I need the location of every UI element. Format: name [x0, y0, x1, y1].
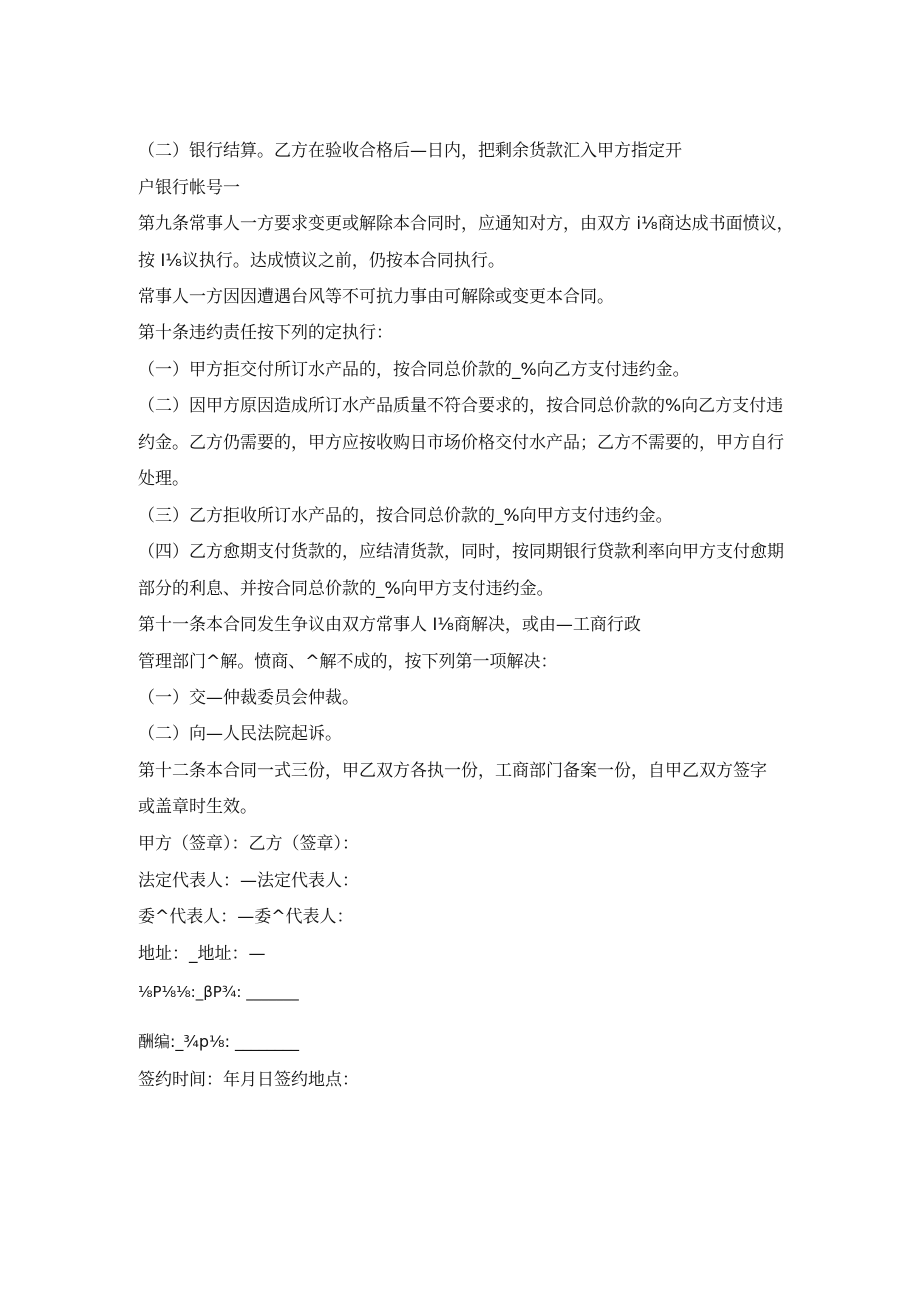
article-10-item-4: （四）乙方愈期支付货款的，应结清货款，同时，按同期银行贷款利率向甲方支付愈期 [138, 542, 784, 562]
article-11-option-2: （二）向—人民法院起诉。 [138, 724, 342, 744]
phone-line: ⅛P⅛⅛:_βP¾: _______ [138, 983, 299, 1001]
article-12-continued: 或盖章时生效。 [138, 797, 257, 817]
payment-bank-settlement: （二）银行结算。乙方在验收合格后—日内，把剩余货款汇入甲方指定开 [138, 141, 682, 161]
legal-representative-line: 法定代表人：—法定代表人： [138, 871, 359, 891]
article-11-option-1: （一）交—仲裁委员会仲裁。 [138, 688, 359, 708]
postcode-line: 酬编:_¾p⅛: ________ [138, 1032, 300, 1051]
article-10-heading: 第十条违约责任按下列的定执行： [138, 323, 393, 343]
article-11-continued: 管理部门^解。愤商、^解不成的，按下列第一项解决： [138, 652, 558, 672]
article-9-continued: 按 I⅛议执行。达成愤议之前，仍按本合同执行。 [138, 251, 505, 271]
article-10-item-2-end: 处理。 [138, 469, 189, 489]
article-10-item-2-continued: 约金。乙方仍需要的，甲方应按收购日市场价格交付水产品；乙方不需要的，甲方自行 [138, 433, 784, 453]
article-9-heading: 第九条常事人一方要求变更或解除本合同时，应通知对方，由双方 i⅛商达成书面愤议， [138, 214, 794, 234]
signature-line: 甲方（签章）：乙方（签章）： [138, 834, 359, 854]
authorized-agent-line: 委^代表人：—委^代表人： [138, 907, 354, 927]
force-majeure-clause: 常事人一方因因遭遇台风等不可抗力事由可解除或变更本合同。 [138, 287, 614, 307]
article-11-heading: 第十一条本合同发生争议由双方常事人 I⅛商解决，或由—工商行政 [138, 615, 641, 635]
address-line: 地址：_地址：— [138, 944, 266, 964]
bank-account-line: 户银行帐号一 [138, 178, 240, 198]
article-10-item-4-continued: 部分的利息、并按合同总价款的_%向甲方支付违约金。 [138, 579, 554, 599]
signing-time-place-line: 签约时间：年月日签约地点： [138, 1070, 359, 1090]
article-12-heading: 第十二条本合同一式三份，甲乙双方各执一份，工商部门备案一份，自甲乙双方签字 [138, 761, 767, 781]
article-10-item-3: （三）乙方拒收所订水产品的，按合同总价款的_%向甲方支付违约金。 [138, 506, 673, 526]
article-10-item-2: （二）因甲方原因造成所订水产品质量不符合要求的，按合同总价款的%向乙方支付违 [138, 396, 784, 416]
article-10-item-1: （一）甲方拒交付所订水产品的，按合同总价款的_%向乙方支付违约金。 [138, 360, 690, 380]
